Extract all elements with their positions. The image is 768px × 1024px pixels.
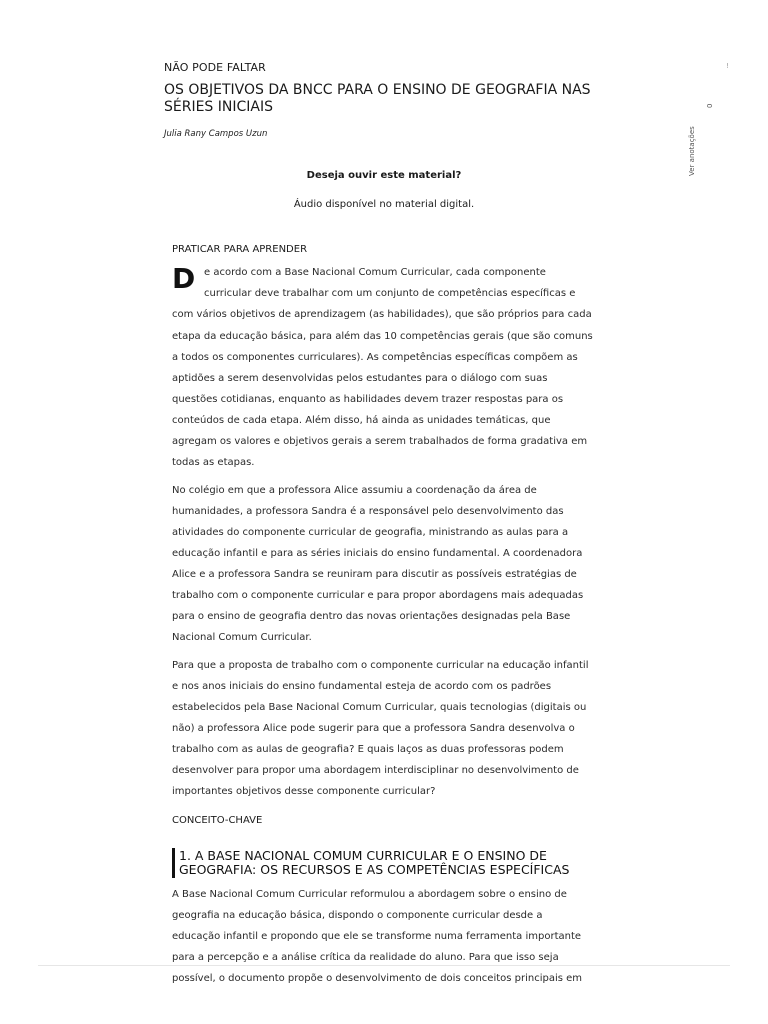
paragraph-line: trabalho com as aulas de geografia? E quais laços as duas professoras podem — [172, 744, 564, 755]
section-heading-praticar: PRATICAR PARA APRENDER — [172, 244, 308, 255]
subsection-title — [179, 849, 579, 877]
paragraph-line: A Base Nacional Comum Curricular reformulou a abordagem sobre o ensino de — [172, 889, 567, 900]
paragraph-line: atividades do componente curricular de geografia, ministrando as aulas para a — [172, 527, 569, 538]
audio-availability: Áudio disponível no material digital. — [293, 199, 475, 210]
page-title: OS OBJETIVOS DA BNCC PARA O ENSINO DE GEOGRAFIA NAS SÉRIES INICIAIS — [164, 82, 591, 115]
paragraph-line: agregam os valores e objetivos gerais a serem trabalhados de forma gradativa em — [172, 436, 588, 447]
paragraph-line: desenvolver para propor uma abordagem interdisciplinar no desenvolvimento de — [172, 765, 579, 776]
page-divider — [38, 965, 730, 966]
paragraph-line: não) a professora Alice pode sugerir para que a professora Sandra desenvolva o — [172, 723, 575, 734]
paragraph-line: possível, o documento propõe o desenvolvimento de dois conceitos principais em — [172, 973, 583, 984]
paragraph-line: Para que a proposta de trabalho com o componente curricular na educação infantil — [172, 660, 589, 671]
paragraph-line: para o ensino de geografia dentro das novas orientações designadas pela Base — [172, 611, 571, 622]
paragraph-line: educação infantil e propondo que ele se transforme numa ferramenta importante — [172, 931, 582, 942]
paragraph-line: No colégio em que a professora Alice assumiu a coordenação da área de — [172, 485, 537, 496]
section-kicker: NÃO PODE FALTAR — [164, 61, 266, 74]
sidebar-mark: ! — [726, 62, 729, 70]
paragraph-line: e acordo com a Base Nacional Comum Curricular, cada componente — [204, 267, 546, 278]
annotations-toggle[interactable]: Ver anotações — [688, 126, 696, 176]
subsection-title-line: GEOGRAFIA: OS RECURSOS E AS COMPETÊNCIAS ESPECÍFICAS — [179, 862, 570, 877]
paragraph-line: humanidades, a professora Sandra é a responsável pelo desenvolvimento das — [172, 506, 564, 517]
paragraph-line: Nacional Comum Curricular. — [172, 632, 312, 643]
paragraph-line: estabelecidos pela Base Nacional Comum Curricular, quais tecnologias (digitais ou — [172, 702, 587, 713]
subtitle-bar — [172, 848, 175, 878]
paragraph-line: Alice e a professora Sandra se reuniram para discutir as possíveis estratégias de — [172, 569, 577, 580]
paragraph-line: conteúdos de cada etapa. Além disso, há ainda as unidades temáticas, que — [172, 415, 551, 426]
paragraph-line: curricular deve trabalhar com um conjunto de competências específicas e — [204, 288, 576, 299]
paragraph-line: questões cotidianas, enquanto as habilidades devem trazer respostas para os — [172, 394, 564, 405]
paragraph-line: a todos os componentes curriculares). As competências específicas compõem as — [172, 352, 578, 363]
paragraph-line: importantes objetivos desse componente curricular? — [172, 786, 436, 797]
paragraph-line: e nos anos iniciais do ensino fundamental esteja de acordo com os padrões — [172, 681, 552, 692]
audio-question: Deseja ouvir este material? — [306, 170, 462, 181]
paragraph-line: para a percepção e a análise crítica da realidade do aluno. Para que isso seja — [172, 952, 559, 963]
annotations-count[interactable]: 0 — [706, 103, 714, 108]
paragraph-line: etapa da educação básica, para além das 10 competências gerais (que são comuns — [172, 331, 593, 342]
subsection-title-line: 1. A BASE NACIONAL COMUM CURRICULAR E O ENSINO DE — [179, 848, 547, 863]
author-name: Julia Rany Campos Uzun — [164, 129, 268, 139]
section-heading-conceito: CONCEITO-CHAVE — [172, 815, 263, 826]
paragraph-line: trabalho com o componente curricular e para propor abordagens mais adequadas — [172, 590, 584, 601]
paragraph-line: com vários objetivos de aprendizagem (as habilidades), que são próprios para cada — [172, 309, 592, 320]
paragraph-line: geografia na educação básica, dispondo o componente curricular desde a — [172, 910, 543, 921]
paragraph-line: todas as etapas. — [172, 457, 255, 468]
drop-cap: D — [172, 262, 196, 295]
paragraph-line: educação infantil e para as séries iniciais do ensino fundamental. A coordenadora — [172, 548, 583, 559]
paragraph-line: aptidões a serem desenvolvidas pelos estudantes para o diálogo com suas — [172, 373, 548, 384]
